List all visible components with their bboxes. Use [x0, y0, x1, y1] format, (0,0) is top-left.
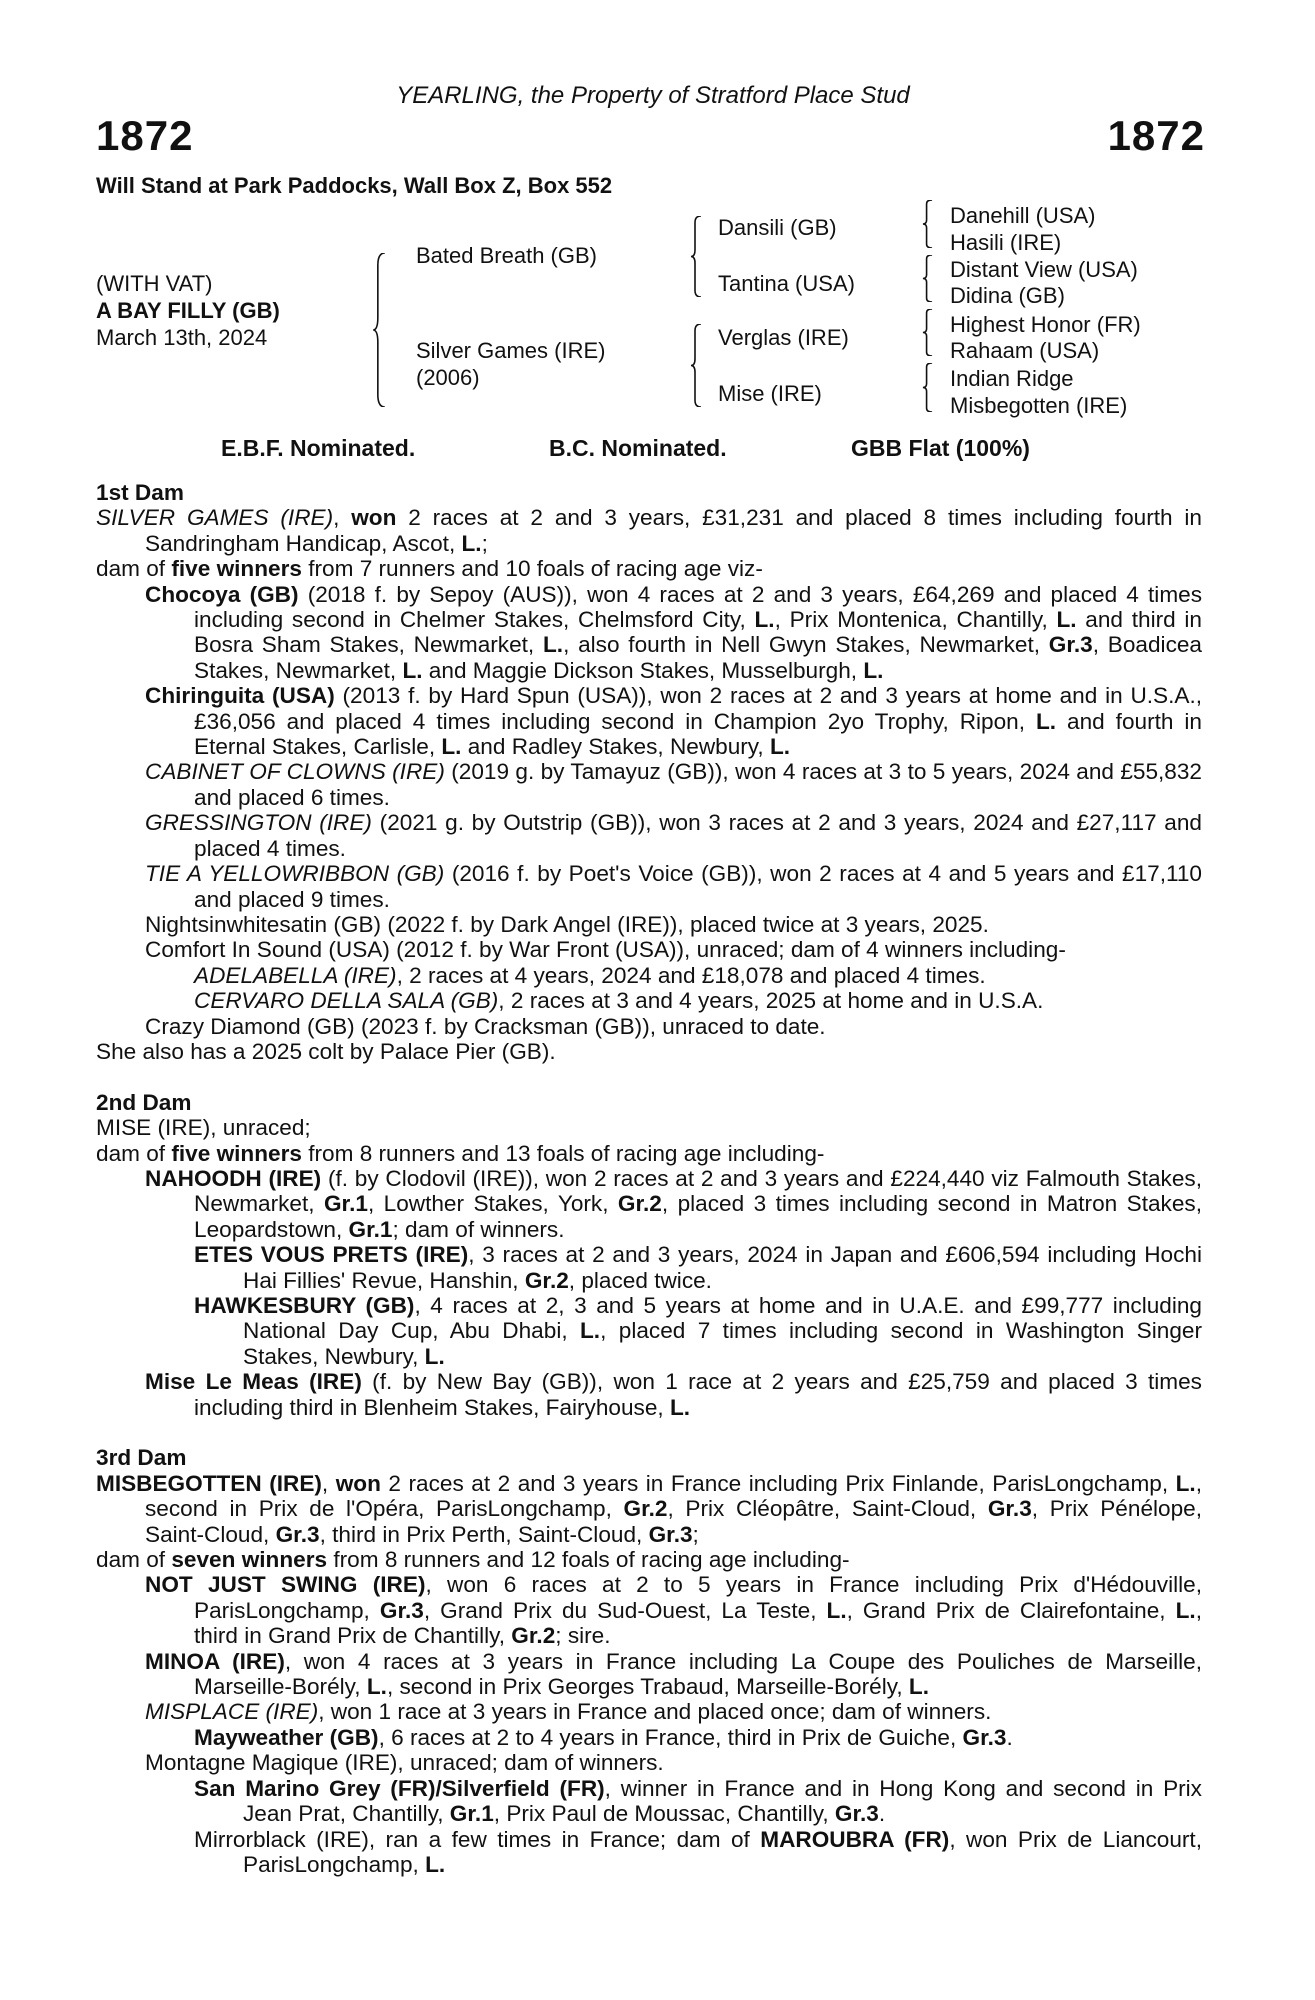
text: (f. by Clodovil (IRE)), won 2 races at 2 and 3 years and £224,440 viz Falmouth Stakes, Newmarket,: [194, 1165, 1202, 1217]
produce-record: [96, 1750, 1202, 1775]
gen3-ancestor: Distant View (USA): [950, 257, 1138, 282]
text: (2018 f. by Sepoy (AUS)), won 4 races at 2 and 3 years, £64,269 and placed 4 times including second in Chelmer Stakes, Chelmsford City,: [194, 581, 1203, 633]
bold-text: ETES VOUS PRETS (IRE): [194, 1242, 469, 1268]
bold-text: NAHOODH (IRE): [145, 1165, 322, 1191]
gen3-ancestor: Misbegotten (IRE): [950, 393, 1128, 418]
dam-section: [96, 1090, 1202, 1420]
italic-text: SILVER GAMES (IRE): [96, 505, 334, 531]
bold-text: L.: [461, 530, 482, 556]
brace-icon: [922, 200, 933, 248]
bold-text: Gr.3: [834, 1801, 879, 1827]
bold-text: L.: [402, 657, 423, 683]
text: , Prix Pénélope, Saint-Cloud,: [145, 1496, 1202, 1547]
produce-record: [96, 912, 1202, 937]
bold-text: won: [351, 505, 397, 531]
dam-sire: Verglas (IRE): [718, 325, 849, 350]
brace-icon: [372, 253, 386, 407]
sire: Bated Breath (GB): [416, 243, 597, 268]
gen3-ancestor: Rahaam (USA): [950, 338, 1100, 363]
produce-record: [96, 759, 1202, 810]
text: (2021 g. by Outstrip (GB)), won 3 races at 2 and 3 years, 2024 and £27,117 and placed 4 times.: [194, 810, 1203, 861]
dam-section: [96, 1445, 1202, 1877]
text: ; dam of winners.: [392, 1216, 565, 1242]
ebf-nomination: E.B.F. Nominated.: [221, 435, 416, 461]
text: , placed 7 times including second in Washington Singer Stakes, Newbury,: [243, 1318, 1202, 1369]
italic-text: CERVARO DELLA SALA (GB): [194, 988, 499, 1014]
produce-record: [96, 963, 1202, 988]
bold-text: L.: [424, 1343, 445, 1369]
gen3-ancestor: Didina (GB): [950, 283, 1065, 308]
bold-text: Gr.3: [1048, 632, 1093, 658]
text: and third in Bosra Sham Stakes, Newmarket,: [194, 607, 1202, 658]
text: from 8 runners and 13 foals of racing age including-: [301, 1140, 825, 1166]
produce-record: [96, 1014, 1202, 1039]
produce-record: [96, 861, 1202, 912]
produce-record: [96, 1141, 1202, 1166]
gen3-ancestor: Hasili (IRE): [950, 230, 1062, 255]
produce-record: [96, 1293, 1202, 1369]
produce-record: [96, 1725, 1202, 1750]
text: ;: [692, 1521, 699, 1547]
text: Comfort In Sound (USA) (2012 f. by War Front (USA)), unraced; dam of 4 winners including-: [145, 937, 1066, 963]
dam-dam: Mise (IRE): [718, 381, 822, 406]
text: , Grand Prix du Sud-Ouest, La Teste,: [423, 1597, 827, 1623]
dam-year: (2006): [416, 365, 480, 390]
brace-icon: [922, 363, 933, 412]
text: She also has a 2025 colt by Palace Pier (GB).: [96, 1038, 556, 1064]
dam-section: [96, 480, 1202, 1064]
text: , third in Prix Perth, Saint-Cloud,: [319, 1521, 649, 1547]
bold-text: MINOA (IRE): [145, 1648, 285, 1674]
gen3-ancestor: Indian Ridge: [950, 366, 1074, 391]
text: , won 1 race at 3 years in France and placed once; dam of winners.: [318, 1699, 992, 1725]
produce-record: [96, 1242, 1202, 1293]
produce-record: [96, 937, 1202, 962]
produce-record: [96, 556, 1202, 581]
bold-text: L.: [366, 1674, 387, 1700]
sire-dam: Tantina (USA): [718, 271, 855, 296]
text: from 7 runners and 10 foals of racing age viz-: [301, 556, 763, 582]
bold-text: Chiringuita (USA): [145, 683, 335, 709]
text: , Lowther Stakes, York,: [367, 1191, 618, 1217]
bold-text: MISBEGOTTEN (IRE): [96, 1470, 322, 1496]
bold-text: Gr.3: [275, 1521, 320, 1547]
gen3-ancestor: Danehill (USA): [950, 203, 1096, 228]
sire-sire: Dansili (GB): [718, 215, 837, 240]
brace-icon: [922, 309, 933, 356]
bold-text: five winners: [171, 556, 302, 582]
gbb-status: GBB Flat (100%): [851, 435, 1030, 461]
bc-nomination: B.C. Nominated.: [549, 435, 727, 461]
bold-text: seven winners: [171, 1547, 328, 1573]
bold-text: NOT JUST SWING (IRE): [145, 1572, 426, 1598]
produce-record: [96, 1115, 1202, 1140]
text: dam of: [96, 556, 172, 582]
bold-text: L.: [425, 1851, 446, 1877]
text: , 6 races at 2 to 4 years in France, third in Prix de Guiche,: [378, 1724, 963, 1750]
text: dam of: [96, 1140, 172, 1166]
italic-text: GRESSINGTON (IRE): [145, 810, 372, 836]
text: (2013 f. by Hard Spun (USA)), won 2 races at 2 and 3 years at home and in U.S.A., £36,056 and placed 4 times including second in Champion 2yo Trophy, Ripon,: [194, 683, 1203, 734]
italic-text: MISPLACE (IRE): [145, 1699, 319, 1725]
text: Crazy Diamond (GB) (2023 f. by Cracksman (GB)), unraced to date.: [145, 1013, 826, 1039]
text: from 8 runners and 12 foals of racing age including-: [327, 1547, 850, 1573]
produce-record: [96, 1572, 1202, 1648]
produce-record: [96, 1471, 1202, 1547]
bold-text: L.: [1175, 1597, 1196, 1623]
brace-icon: [690, 216, 702, 297]
dam: Silver Games (IRE): [416, 338, 606, 363]
produce-record: [96, 582, 1202, 684]
produce-record: [96, 1166, 1202, 1242]
bold-text: Mise Le Meas (IRE): [145, 1369, 362, 1395]
produce-record: [96, 1699, 1202, 1724]
catalogue-title: YEARLING, the Property of Stratford Place Stud: [396, 82, 910, 109]
dam-line-pages: [96, 480, 1202, 1903]
produce-record: [96, 1369, 1202, 1420]
bold-text: L.: [1175, 1470, 1196, 1496]
produce-record: [96, 810, 1202, 861]
italic-text: ADELABELLA (IRE): [194, 962, 397, 988]
text: and Radley Stakes, Newbury,: [461, 734, 770, 760]
produce-record: [96, 1827, 1202, 1878]
text: , 2 races at 4 years, 2024 and £18,078 and placed 4 times.: [396, 962, 986, 988]
text: and fourth in Eternal Stakes, Carlisle,: [194, 708, 1203, 760]
text: , second in Prix Georges Trabaud, Marseille-Borély,: [386, 1674, 909, 1700]
section-heading: 2nd Dam: [96, 1089, 192, 1115]
text: ,: [333, 505, 352, 531]
bold-text: won: [335, 1470, 381, 1496]
text: 2 races at 2 and 3 years, £31,231 and placed 8 times including fourth in Sandringham Handicap, Ascot,: [145, 505, 1202, 556]
text: , Prix Cléopâtre, Saint-Cloud,: [667, 1496, 988, 1522]
produce-record: [96, 505, 1202, 556]
bold-text: Gr.2: [617, 1191, 662, 1217]
foaling-date: March 13th, 2024: [96, 325, 268, 350]
stabling-location: Will Stand at Park Paddocks, Wall Box Z, Box 552: [96, 173, 613, 198]
text: , Boadicea Stakes, Newmarket,: [194, 632, 1203, 683]
text: ,: [321, 1470, 336, 1496]
bold-text: L.: [826, 1597, 847, 1623]
text: ;: [481, 530, 488, 556]
bold-text: Gr.3: [648, 1521, 693, 1547]
horse-name: A BAY FILLY (GB): [96, 298, 280, 323]
produce-record: [96, 988, 1202, 1013]
produce-record: [96, 1649, 1202, 1700]
text: Nightsinwhitesatin (GB) (2022 f. by Dark Angel (IRE)), placed twice at 3 years, 2025.: [145, 911, 989, 937]
gen3-ancestor: Highest Honor (FR): [950, 312, 1141, 337]
text: , 3 races at 2 and 3 years, 2024 in Japan and £606,594 including Hochi Hai Fillies' Revue, Hanshin,: [243, 1242, 1202, 1293]
bold-text: Gr.2: [524, 1267, 569, 1293]
bold-text: San Marino Grey (FR)/Silverfield (FR): [194, 1775, 605, 1801]
text: , 2 races at 3 and 4 years, 2025 at home and in U.S.A.: [498, 988, 1044, 1014]
bold-text: L.: [1035, 708, 1057, 734]
bold-text: Gr.3: [962, 1724, 1007, 1750]
text: , 4 races at 2, 3 and 5 years at home and in U.A.E. and £99,777 including National Day Cup, Abu Dhabi,: [243, 1292, 1202, 1344]
bold-text: Gr.2: [511, 1623, 556, 1649]
bold-text: L.: [1056, 607, 1077, 633]
produce-record: [96, 1776, 1202, 1827]
text: , Prix Montenica, Chantilly,: [774, 607, 1057, 633]
section-heading: 3rd Dam: [96, 1445, 187, 1471]
text: .: [878, 1801, 886, 1827]
bold-text: L.: [542, 632, 564, 658]
bold-text: L.: [669, 1394, 691, 1420]
text: , also fourth in Nell Gwyn Stakes, Newmarket,: [563, 632, 1049, 658]
produce-record: [96, 1039, 1202, 1064]
text: , won 6 races at 2 to 5 years in France including Prix d'Hédouville, ParisLongchamp,: [194, 1572, 1202, 1623]
text: Mirrorblack (IRE), ran a few times in France; dam of: [194, 1826, 761, 1852]
text: , second in Prix de l'Opéra, ParisLongchamp,: [145, 1470, 1202, 1522]
bold-text: L.: [863, 657, 884, 683]
text: dam of: [96, 1547, 172, 1573]
italic-text: CABINET OF CLOWNS (IRE): [145, 759, 445, 785]
bold-text: five winners: [171, 1140, 302, 1166]
text: , Prix Paul de Moussac, Chantilly,: [493, 1801, 835, 1827]
produce-record: [96, 1547, 1202, 1572]
bold-text: Chocoya (GB): [145, 581, 299, 607]
bold-text: L.: [754, 607, 775, 633]
bold-text: Gr.3: [987, 1496, 1032, 1522]
bold-text: MAROUBRA (FR): [760, 1826, 950, 1852]
bold-text: L.: [441, 734, 462, 760]
bold-text: Gr.1: [348, 1216, 393, 1242]
text: (2019 g. by Tamayuz (GB)), won 4 races at 3 to 5 years, 2024 and £55,832 and placed 6 times.: [194, 759, 1202, 810]
brace-icon: [922, 255, 933, 302]
bold-text: Gr.2: [623, 1496, 668, 1522]
bold-text: Mayweather (GB): [194, 1724, 379, 1750]
text: and Maggie Dickson Stakes, Musselburgh,: [422, 657, 864, 683]
bold-text: Gr.3: [379, 1597, 424, 1623]
text: , winner in France and in Hong Kong and second in Prix Jean Prat, Chantilly,: [243, 1775, 1202, 1827]
bold-text: L.: [769, 734, 791, 760]
text: , third in Grand Prix de Chantilly,: [194, 1597, 1202, 1649]
text: ; sire.: [555, 1623, 611, 1649]
section-heading: 1st Dam: [96, 480, 184, 505]
text: , Grand Prix de Clairefontaine,: [846, 1597, 1176, 1623]
brace-icon: [690, 324, 702, 407]
lot-number-left: 1872: [96, 112, 194, 159]
text: MISE (IRE), unraced;: [96, 1115, 311, 1141]
vat-note: (WITH VAT): [96, 271, 213, 296]
text: (f. by New Bay (GB)), won 1 race at 2 years and £25,759 and placed 3 times including third in Blenheim Stakes, Fairyhouse,: [194, 1369, 1202, 1420]
text: , won Prix de Liancourt, ParisLongchamp,: [243, 1826, 1202, 1877]
text: .: [1006, 1724, 1013, 1750]
bold-text: Gr.1: [449, 1801, 494, 1827]
bold-text: Gr.1: [323, 1191, 368, 1217]
bold-text: L.: [580, 1318, 601, 1344]
bold-text: L.: [908, 1674, 930, 1700]
text: , placed 3 times including second in Matron Stakes, Leopardstown,: [194, 1191, 1202, 1242]
text: 2 races at 2 and 3 years in France including Prix Finlande, ParisLongchamp,: [380, 1470, 1176, 1496]
italic-text: TIE A YELLOWRIBBON (GB): [145, 861, 445, 887]
text: , placed twice.: [568, 1267, 712, 1293]
lot-number-right: 1872: [1107, 112, 1205, 159]
text: Montagne Magique (IRE), unraced; dam of winners.: [145, 1750, 664, 1776]
bold-text: HAWKESBURY (GB): [194, 1292, 415, 1318]
produce-record: [96, 683, 1202, 759]
text: , won 4 races at 3 years in France including La Coupe des Pouliches de Marseille, Marseille-Borély,: [194, 1648, 1202, 1700]
text: (2016 f. by Poet's Voice (GB)), won 2 races at 4 and 5 years and £17,110 and placed 9 times.: [194, 861, 1202, 912]
